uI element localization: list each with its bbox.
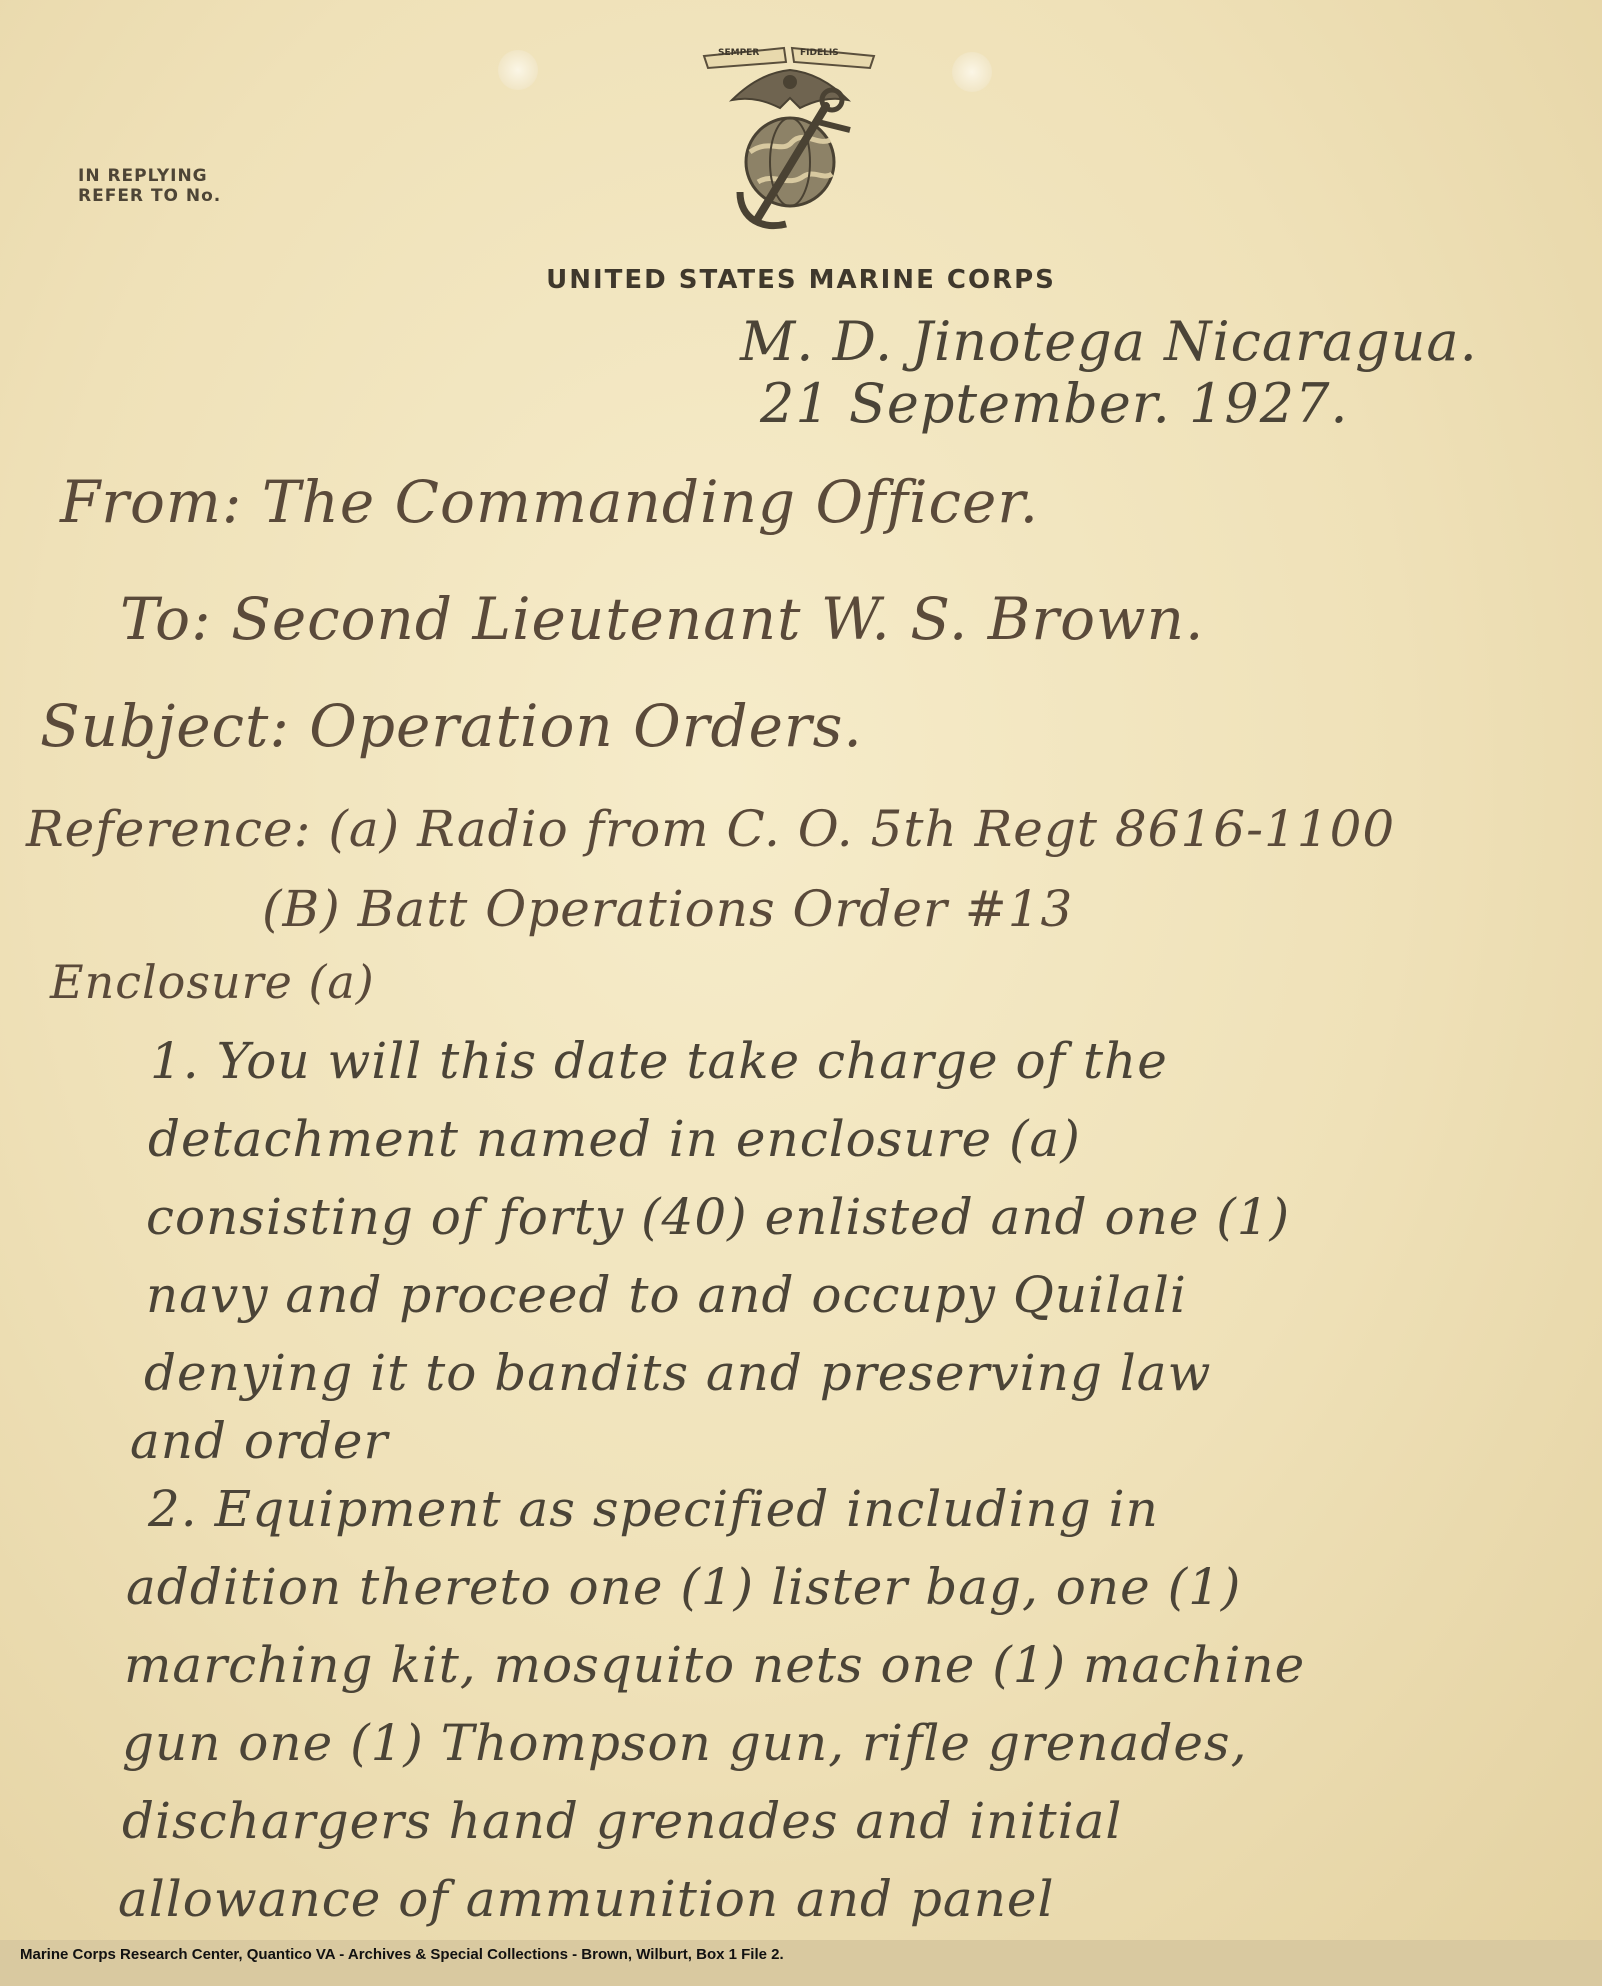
body-line: gun one (1) Thompson gun, rifle grenades, bbox=[122, 1714, 1248, 1772]
body-line: allowance of ammunition and panel bbox=[118, 1870, 1055, 1928]
letter-place: M. D. Jinotega Nicaragua. bbox=[740, 310, 1478, 373]
reply-line-2: REFER TO No. bbox=[78, 186, 222, 206]
letter-from: From: The Commanding Officer. bbox=[60, 468, 1040, 536]
emblem-motto-left: SEMPER bbox=[718, 48, 760, 58]
letter-date: 21 September. 1927. bbox=[760, 372, 1349, 435]
archive-caption: Marine Corps Research Center, Quantico VA - Archives & Special Collections - Brown, Wilburt, Box 1 File 2. bbox=[20, 1946, 784, 1963]
body-line: navy and proceed to and occupy Quilali bbox=[146, 1266, 1187, 1324]
body-line: denying it to bandits and preserving law bbox=[144, 1344, 1212, 1402]
body-line: 2. Equipment as specified including in bbox=[148, 1480, 1159, 1538]
letterhead-title: UNITED STATES MARINE CORPS bbox=[546, 265, 1056, 295]
punch-hole-right bbox=[952, 52, 992, 92]
reply-line-1: IN REPLYING bbox=[78, 166, 208, 186]
reply-reference bbox=[78, 166, 221, 206]
body-line: marching kit, mosquito nets one (1) machine bbox=[124, 1636, 1306, 1694]
body-line: detachment named in enclosure (a) bbox=[148, 1110, 1081, 1168]
emblem-motto-right: FIDELIS bbox=[800, 48, 839, 58]
body-line: and order bbox=[130, 1412, 389, 1470]
letter-reference-b: (B) Batt Operations Order #13 bbox=[262, 880, 1074, 938]
letter-reference-a: Reference: (a) Radio from C. O. 5th Regt 8616-1100 bbox=[26, 800, 1396, 858]
letter-subject: Subject: Operation Orders. bbox=[40, 692, 863, 760]
body-line: consisting of forty (40) enlisted and one (1) bbox=[146, 1188, 1291, 1246]
body-line: 1. You will this date take charge of the bbox=[150, 1032, 1168, 1090]
body-line: addition thereto one (1) lister bag, one (1) bbox=[126, 1558, 1242, 1616]
letter-to: To: Second Lieutenant W. S. Brown. bbox=[120, 585, 1205, 653]
body-line: dischargers hand grenades and initial bbox=[122, 1792, 1123, 1850]
eagle-globe-anchor-icon bbox=[700, 42, 880, 237]
letter-enclosure: Enclosure (a) bbox=[50, 955, 375, 1009]
punch-hole-left bbox=[498, 50, 538, 90]
